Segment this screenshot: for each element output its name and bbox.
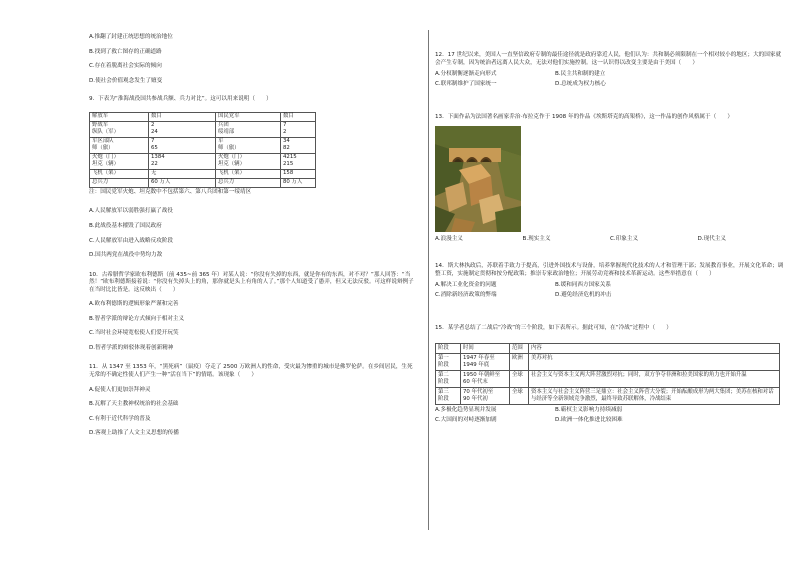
table-header-cell: 国民党军	[216, 112, 281, 121]
table-cell: 第三 阶段	[436, 388, 461, 405]
q8-option-d: D.使社会价值观念发生了嬗变	[89, 77, 163, 84]
table-cell: 4215 215	[281, 153, 316, 169]
table-row	[90, 153, 316, 169]
table-cell: 1384 22	[149, 153, 216, 169]
table-row	[436, 354, 780, 371]
table-cell: 1947 年春至 1949 年底	[461, 354, 510, 371]
q9-option-b: B.此战役基本摧毁了国民政府	[89, 222, 162, 229]
table-cell: 第二 阶段	[436, 371, 461, 388]
table-header-cell: 阶段	[436, 344, 461, 354]
table-cell: 欧洲	[510, 354, 529, 371]
table-row	[90, 169, 316, 178]
table-cell: 1950 年朝鲜至 60 年代末	[461, 371, 510, 388]
q14-options	[435, 282, 785, 299]
question-15	[435, 325, 785, 424]
table-cell: 7 2	[281, 121, 316, 137]
painting-image	[435, 126, 521, 232]
q13-option-a: A.浪漫主义	[435, 235, 463, 242]
table-header-cell: 范围	[510, 344, 529, 354]
q8-options	[89, 34, 417, 85]
q15-options	[435, 407, 785, 424]
table-header-cell: 数目	[149, 112, 216, 121]
right-column	[435, 52, 785, 424]
table-header-row	[436, 344, 780, 354]
q11-option-d: D.客观上助推了人文主义思想的传播	[89, 430, 179, 437]
q11-option-a: A.促使人们更加崇拜神灵	[89, 386, 151, 393]
q15-stem: 15．某学者总结了二战后“冷战”的三个阶段，如下表所示。据此可知，在“冷战”过程中（ ）	[435, 325, 672, 332]
q8-option-c: C.存在着脱离社会实际的倾向	[89, 63, 162, 70]
q11-stem: 11．从 1347 至 1353 年，“黑死病”（鼠疫）夺走了 2500 万欧洲人的性命，受灾最为惨重的城市是佛罗伦萨。在乡间居民，生死无常的不确定性使人们产生一种“活在当下”的情绪。该现象（ ）	[89, 364, 413, 378]
table-cell: 158	[281, 169, 316, 178]
q10-option-c: C.当时社会环境宽松使人们爱开玩笑	[89, 330, 179, 337]
table-header-cell: 时间	[461, 344, 510, 354]
q15-table	[435, 343, 780, 405]
q10-option-a: A.欧布利德斯的逻辑形象严谨和完善	[89, 301, 179, 308]
q14-stem: 14．斯大林执政后，苏联着手致力于提高，引进外国技术与设备，培养掌握现代化技术的人才和管理干部；发展教育事业，开展文化革命；调整工资，实施制定贯彻和按分配政策；推崇专家政治地位；开展劳动竞赛和技术革新运动。这些举措意在（ ）	[435, 263, 784, 277]
q14-option-b: B.缓和同西方国家关系	[555, 282, 611, 289]
q10-stem: 10．古希腊哲学家欧布利德斯（前 435~前 365 年）对某人说：“你没有失掉的东西，就是你有的东西，对不对？”那人回答：“当然！”欧布利德斯接着说：“你没有失掉头上的角，那你就是头上有角的人了。”那个人知道受了愚弄，但又无法反驳。可这样说辩例子在当时比比皆是。这反映出（ ）	[89, 271, 414, 293]
q8-option-a: A.推翻了封建正统思想的统治地位	[89, 34, 173, 40]
q9-option-d: D.国共两党在战役中势均力敌	[89, 252, 163, 259]
table-row	[90, 121, 316, 137]
table-row	[90, 178, 316, 187]
q9-stem: 9．下表为“淮海战役国共参战兵额、兵力对比”。这可以用来说明（ ）	[89, 96, 272, 103]
q13-option-d: D.现代主义	[697, 235, 726, 242]
q10-option-d: D.智者学派的辩驳体现着创新精神	[89, 344, 174, 351]
q13-options	[435, 236, 785, 244]
table-cell: 总兵力	[90, 178, 149, 187]
table-cell: 社会主义与资本主义两大阵营激烈对抗；同时，双方争夺非洲和拉美国家的角力也开始升温	[529, 371, 780, 388]
table-cell: 80 万人	[281, 178, 316, 187]
table-cell: 无	[149, 169, 216, 178]
question-9	[89, 96, 417, 259]
q14-option-d: D.避免经济危机的冲击	[555, 291, 612, 298]
table-cell: 军 师（旅）	[216, 137, 281, 153]
table-cell: 美苏对抗	[529, 354, 780, 371]
q12-options	[435, 71, 785, 88]
table-header-cell: 数目	[281, 112, 316, 121]
left-column	[89, 34, 417, 445]
table-cell: 70 年代初至 90 年代初	[461, 388, 510, 405]
q13-stem: 13．下面作品为法国著名画家乔治·布拉克作于 1908 年的作品《埃斯塔克的高架桥》，这一作品的创作风格属于（ ）	[435, 114, 733, 121]
table-cell: 2 24	[149, 121, 216, 137]
painting-houses-at-estaque	[435, 126, 521, 232]
table-cell: 飞机（架）	[90, 169, 149, 178]
table-cell: 资本主义与社会主义阵营三足鼎立：社会主义阵营大分裂；开始酝酿成形为两大集团；美苏在核和对话与经济等全新领域竞争激烈，最终导致苏联解体，冷战结束	[529, 388, 780, 405]
q15-option-d: D.欧洲一体化推进比较困难	[555, 416, 623, 423]
q11-option-b: B.瓦解了天主教神权统治的社会基础	[89, 401, 179, 408]
q13-option-c: C.印象主义	[610, 235, 639, 242]
table-cell: 全球	[510, 388, 529, 405]
q12-stem: 12．17 世纪以来，美国人一直坚信政府专制的最佳途径就是政府靠近人民，他们认为：共和制必须限制在一个相对较小的地区；大的国家就会产生专制，因为统治者远离人民大众，无法对他们实施控制。这一认识得以改变主要是由于美国（ ）	[435, 52, 782, 66]
q12-option-b: B.民主共和制的建立	[555, 71, 606, 78]
q9-table-note: 注：国民党军火炮、坦克数中不包括第六、第八兵团和第一绥靖区	[89, 188, 252, 195]
question-10	[89, 272, 417, 353]
table-cell: 野战军 纵队（军）	[90, 121, 149, 137]
question-11	[89, 364, 417, 437]
table-cell: 第一 阶段	[436, 354, 461, 371]
table-cell: 34 82	[281, 137, 316, 153]
table-header-cell: 解放军	[90, 112, 149, 121]
question-13	[435, 114, 785, 243]
column-divider	[428, 30, 429, 530]
table-cell: 全球	[510, 371, 529, 388]
q8-option-b: B.找到了救亡图存的正确道路	[89, 48, 162, 55]
table-cell: 军区部队 师（旅）	[90, 137, 149, 153]
question-14	[435, 263, 785, 299]
q15-option-b: B.霸权主义影响力持续减弱	[555, 407, 623, 414]
q9-option-c: C.人民解放军由进入战略反攻阶段	[89, 237, 173, 244]
table-row	[436, 371, 780, 388]
table-row	[90, 137, 316, 153]
table-cell: 7 65	[149, 137, 216, 153]
table-cell: 火炮（门） 坦克（辆）	[90, 153, 149, 169]
q10-option-b: B.智者学派的辩论方式倾向于相对主义	[89, 315, 185, 322]
q15-option-c: C.大国间的对峙逐渐加剧	[435, 416, 497, 423]
q13-option-b: B.现实主义	[522, 235, 551, 242]
q12-option-c: C.联邦制维护了国家统一	[435, 80, 497, 87]
q12-option-d: D.总统成为权力核心	[555, 80, 606, 87]
table-row	[436, 388, 780, 405]
q11-option-c: C.有利于近代科学的普及	[89, 415, 151, 422]
q15-option-a: A.多极化趋势显现并发展	[435, 407, 497, 414]
table-header-cell: 内容	[529, 344, 780, 354]
table-header-row	[90, 112, 316, 121]
table-cell: 兵团 绥靖部	[216, 121, 281, 137]
table-cell: 飞机（架）	[216, 169, 281, 178]
q12-option-a: A.分权制衡逐渐走向形式	[435, 71, 497, 78]
q9-table	[89, 112, 316, 188]
question-12	[435, 52, 785, 88]
q14-option-a: A.解决工业化资金的问题	[435, 282, 497, 289]
table-cell: 总兵力	[216, 178, 281, 187]
table-cell: 火炮（门） 坦克（辆）	[216, 153, 281, 169]
q9-option-a: A.人民解放军以弱胜强打赢了战役	[89, 208, 173, 215]
q14-option-c: C.消除新经济政策的弊端	[435, 291, 497, 298]
table-cell: 60 万人	[149, 178, 216, 187]
